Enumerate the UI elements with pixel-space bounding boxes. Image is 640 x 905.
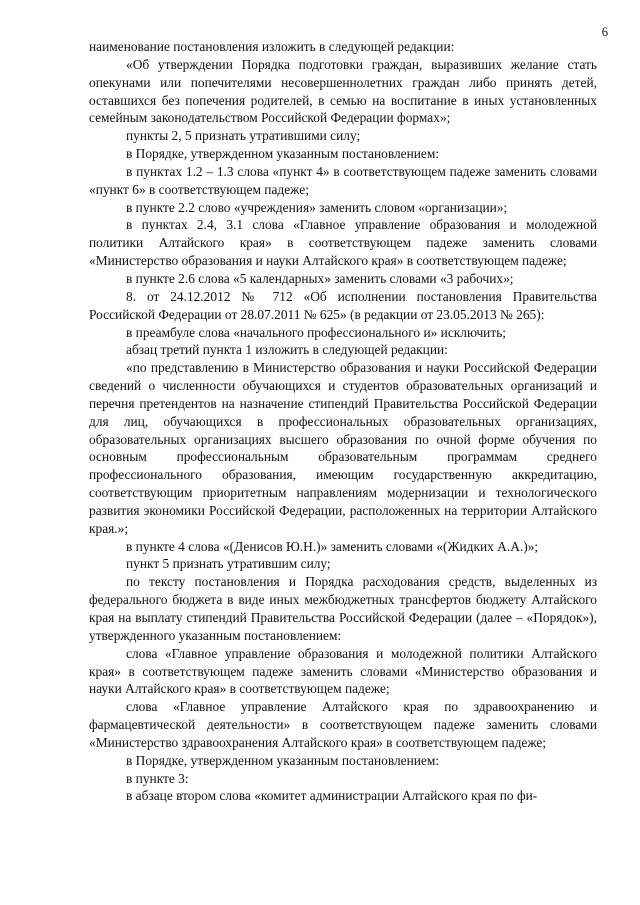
paragraph-14: пункт 5 признать утратившим силу; — [126, 556, 331, 572]
paragraph-11: абзац третий пункта 1 изложить в следующей редакции: — [126, 342, 448, 358]
paragraph-7: в пунктах 2.4, 3.1 слова «Главное управление образования и молодежной политики Алтайского края» в соответствующем падеже заменить словами «Министерство образования и науки Алтайского края» в соответствующем падеже; — [89, 217, 597, 269]
paragraph-4: в Порядке, утвержденном указанным постановлением: — [126, 146, 440, 162]
paragraph-17: слова «Главное управление Алтайского края по здравоохранению и фармацевтической деятельности» в соответствующем падеже заменить словами «Министерство здравоохранения Алтайского края» в соответствующем падеже; — [89, 699, 597, 750]
paragraph-20: в абзаце втором слова «комитет администрации Алтайского края по фи- — [126, 788, 538, 804]
paragraph-6: в пункте 2.2 слово «учреждения» заменить словом «организации»; — [126, 199, 508, 215]
paragraph-9: 8. от 24.12.2012 № 712 «Об исполнении постановления Правительства Российской Федерации от 28.07.2011 № 625» (в редакции от 23.05.2013 № 265): — [89, 288, 597, 322]
paragraph-13: в пункте 4 слова «(Денисов Ю.Н.)» заменить словами «(Жидких А.А.)»; — [126, 538, 539, 554]
paragraph-8: в пункте 2.6 слова «5 календарных» заменить словами «3 рабочих»; — [126, 270, 514, 286]
paragraph-19: в пункте 3: — [126, 770, 189, 786]
paragraph-1: наименование постановления изложить в следующей редакции: — [89, 39, 455, 54]
paragraph-2: «Об утверждении Порядка подготовки граждан, выразивших желание стать опекунами или попечителями несовершеннолетних граждан либо принять детей, оставшихся без попечения родителей, в семью на воспитание в иных установленных семейным законодательством Российской Федерации формах»; — [89, 56, 597, 126]
paragraph-18: в Порядке, утвержденном указанным постановлением: — [126, 752, 440, 768]
paragraph-10: в преамбуле слова «начального профессионального и» исключить; — [126, 324, 507, 340]
paragraph-3: пункты 2, 5 признать утратившими силу; — [126, 128, 361, 144]
paragraph-15: по тексту постановления и Порядка расходования средств, выделенных из федерального бюджета в виде иных межбюджетных трансфертов бюджету Алтайского края на выплату стипендий Правительства Российской Федерации (далее – «Порядок»), утвержденного указанным постановлением: — [89, 574, 597, 643]
document-body — [89, 38, 597, 805]
paragraph-12: «по представлению в Министерство образования и науки Российской Федерации сведений о численности обучающихся и студентов образовательных организаций и перечня претендентов на назначение стипендий Правительства Российской Федерации для лиц, обучающихся в профессиональных образовательных организациях, образовательных организациях высшего образования по очной форме обучения по основным профессиональным образовательным программам среднего профессионального образования, имеющим государственную аккредитацию, соответствующим приоритетным направлениям модернизации и технологического развития экономики Российской Федерации, расположенных на территории Алтайского края.»; — [89, 360, 597, 536]
paragraph-5: в пунктах 1.2 – 1.3 слова «пункт 4» в соответствующем падеже заменить словами «пункт 6» в соответствующем падеже; — [89, 163, 597, 197]
page-number: 6 — [601, 25, 608, 39]
paragraph-16: слова «Главное управление образования и молодежной политики Алтайского края» в соответствующем падеже заменить словами «Министерство образования и науки Алтайского края» в соответствующем падеже; — [89, 645, 597, 697]
